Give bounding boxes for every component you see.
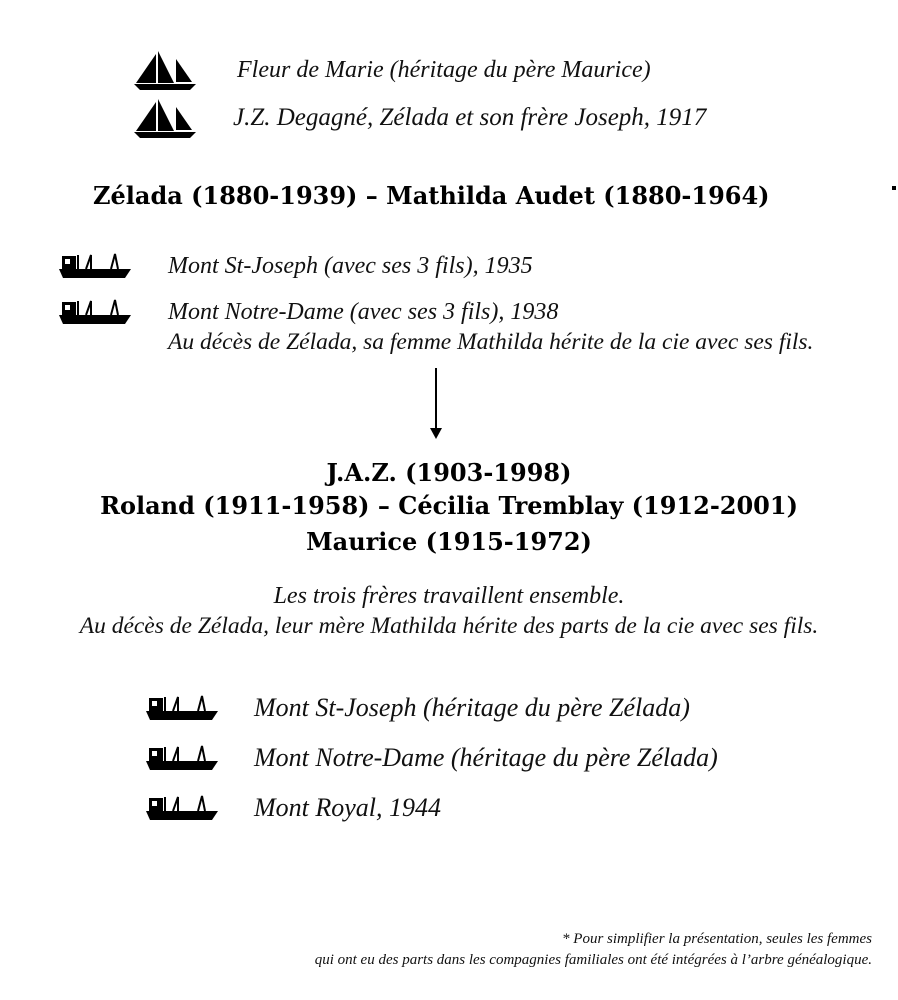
ship-icon (146, 694, 218, 722)
vessel-row (146, 743, 718, 773)
vessel-row (134, 97, 706, 139)
ship-icon (59, 298, 131, 326)
sailboat-icon (134, 97, 196, 139)
vessel-row (59, 298, 558, 326)
couple-heading: Zélada (1880-1939) – Mathilda Audet (1880-1964) (93, 181, 770, 210)
footnote: * Pour simplifier la présentation, seules les femmes (562, 931, 872, 947)
heir-heading: J.A.Z. (1903-1998) (326, 458, 572, 487)
sailboat-icon (134, 49, 196, 91)
vessel-label: Mont Notre-Dame (héritage du père Zélada) (254, 743, 718, 772)
ship-icon (146, 794, 218, 822)
heirs-note: Au décès de Zélada, leur mère Mathilda hérite des parts de la cie avec ses fils. (79, 613, 819, 639)
ship-icon (146, 744, 218, 772)
heirs-note: Les trois frères travaillent ensemble. (273, 583, 625, 609)
vessel-row (146, 693, 690, 723)
heir-heading: Roland (1911-1958) – Cécilia Tremblay (1912-2001) (100, 491, 798, 520)
inheritance-note: Au décès de Zélada, sa femme Mathilda hérite de la cie avec ses fils. (168, 329, 814, 355)
stray-dot (892, 186, 896, 190)
vessel-row (59, 252, 533, 280)
vessel-label: Mont Royal, 1944 (254, 793, 442, 822)
vessel-row (134, 49, 651, 91)
vessel-label: Fleur de Marie (héritage du père Maurice) (237, 56, 651, 83)
heir-heading: Maurice (1915-1972) (306, 527, 592, 556)
ship-icon (59, 252, 131, 280)
down-arrow-icon (425, 368, 447, 440)
vessel-label: Mont St-Joseph (avec ses 3 fils), 1935 (168, 252, 533, 279)
vessel-row (146, 793, 441, 823)
footnote: qui ont eu des parts dans les compagnies familiales ont été intégrées à l’arbre généalogique. (314, 952, 872, 968)
vessel-label: Mont Notre-Dame (avec ses 3 fils), 1938 (168, 298, 559, 325)
vessel-label: Mont St-Joseph (héritage du père Zélada) (254, 693, 690, 722)
vessel-label: J.Z. Degagné, Zélada et son frère Joseph, 1917 (233, 104, 707, 131)
